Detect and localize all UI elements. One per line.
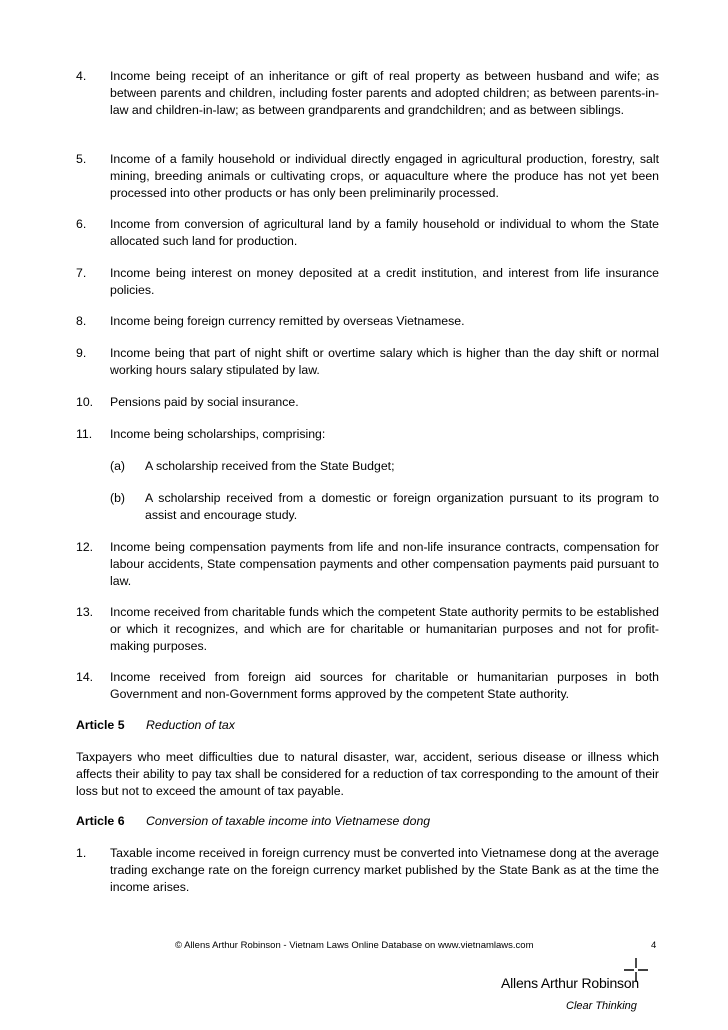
item-text: Taxable income received in foreign currency must be converted into Vietnamese dong at the average trading exchange rate on the foreign currency market published by the State Bank as at the time the income arises. (110, 846, 659, 894)
item-text: Income received from charitable funds which the competent State authority permits to be established or which it recognizes, and which are for charitable or humanitarian purposes and not for profit-making purposes. (110, 605, 659, 653)
item-number: 5. (76, 152, 87, 166)
article-title: Conversion of taxable income into Vietnamese dong (146, 814, 431, 828)
item-text: Income being scholarships, comprising: (110, 427, 326, 441)
item-number: 1. (76, 846, 87, 860)
item-text: Income of a family household or individual directly engaged in agricultural production, forestry, salt mining, breeding animals or cultivating crops, or aquaculture where the produce has not yet been processed into other products or has only been preliminarily processed. (110, 152, 659, 200)
list-item (76, 151, 659, 202)
item-text: Income being foreign currency remitted by overseas Vietnamese. (110, 314, 465, 328)
list-item (76, 426, 659, 443)
sub-list-item (110, 490, 659, 524)
list-item (76, 265, 659, 299)
article-title: Reduction of tax (146, 718, 235, 732)
article-label: Article 5 (76, 718, 125, 732)
item-number: 7. (76, 266, 87, 280)
item-number: 4. (76, 69, 87, 83)
item-number: 14. (76, 670, 94, 684)
list-item (76, 345, 659, 379)
sub-item-text: A scholarship received from a domestic or foreign organization pursuant to its program to assist and encourage study. (145, 491, 659, 522)
sub-item-text: A scholarship received from the State Budget; (145, 459, 395, 473)
item-number: 13. (76, 605, 94, 619)
item-number: 8. (76, 314, 87, 328)
list-item (76, 394, 659, 411)
list-item (76, 68, 659, 119)
page-number: 4 (651, 940, 657, 951)
logo-name: Allens Arthur Robinson (501, 975, 640, 991)
item-number: 10. (76, 395, 94, 409)
item-text: Pensions paid by social insurance. (110, 395, 299, 409)
sub-item-number: (a) (110, 459, 126, 473)
item-number: 12. (76, 540, 94, 554)
sub-list-item (110, 458, 659, 475)
article-label: Article 6 (76, 814, 125, 828)
list-item (76, 539, 659, 590)
logo-tagline: Clear Thinking (566, 1000, 637, 1012)
item-number: 6. (76, 217, 87, 231)
footer-text: © Allens Arthur Robinson - Vietnam Laws Online Database on www.vietnamlaws.com (175, 940, 534, 951)
item-text: Income being receipt of an inheritance or gift of real property as between husband and wife; as between parents and children, including foster parents and adopted children; as between parents-in-law and children-in-law; as between grandparents and grandchildren; and as between siblings. (110, 69, 659, 117)
item-text: Income being that part of night shift or overtime salary which is higher than the day shift or normal working hours salary stipulated by law. (110, 346, 659, 377)
item-text: Income being compensation payments from life and non-life insurance contracts, compensation for labour accidents, State compensation payments and other compensation payments paid pursuant to law. (110, 540, 659, 588)
item-text: Income received from foreign aid sources for charitable or humanitarian purposes in both Government and non-Government forms approved by the competent State authority. (110, 670, 659, 701)
item-number: 9. (76, 346, 87, 360)
item-text: Income from conversion of agricultural land by a family household or individual to whom the State allocated such land for production. (110, 217, 659, 248)
list-item (76, 669, 659, 703)
item-number: 11. (76, 427, 93, 441)
list-item (76, 845, 659, 896)
sub-item-number: (b) (110, 491, 126, 505)
article-body: Taxpayers who meet difficulties due to natural disaster, war, accident, serious disease or illness which affects their ability to pay tax shall be considered for a reduction of tax corresponding to the amount of their loss but not to exceed the amount of tax payable. (76, 750, 659, 798)
list-item (76, 216, 659, 250)
list-item (76, 604, 659, 655)
list-item (76, 313, 659, 330)
item-text: Income being interest on money deposited at a credit institution, and interest from life insurance policies. (110, 266, 659, 297)
